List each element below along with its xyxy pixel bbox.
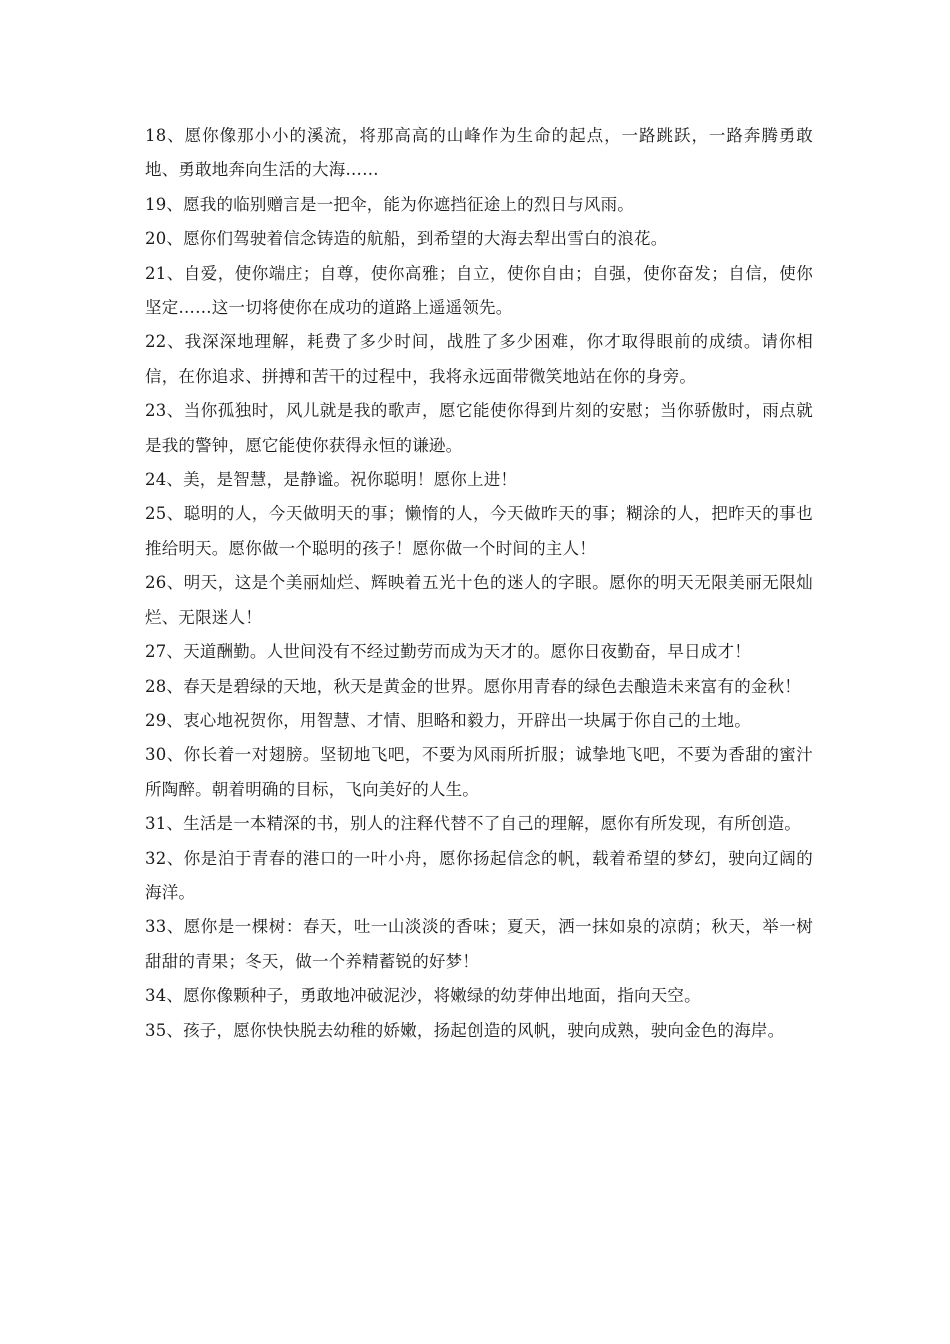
document-body	[145, 119, 813, 1048]
list-item: 33、愿你是一棵树：春天，吐一山淡淡的香味；夏天，洒一抹如泉的凉荫；秋天，举一树甜甜的青果；冬天，做一个养精蓄锐的好梦！	[145, 917, 813, 971]
list-item: 24、美，是智慧，是静谧。祝你聪明！愿你上进！	[145, 470, 518, 490]
list-item: 18、愿你像那小小的溪流，将那高高的山峰作为生命的起点，一路跳跃，一路奔腾勇敢地、勇敢地奔向生活的大海……	[145, 126, 813, 180]
list-item: 35、孩子，愿你快快脱去幼稚的娇嫩，扬起创造的风帆，驶向成熟，驶向金色的海岸。	[145, 1020, 785, 1040]
list-item: 21、自爱，使你端庄；自尊，使你高雅；自立，使你自由；自强，使你奋发；自信，使你坚定……这一切将使你在成功的道路上遥遥领先。	[145, 263, 813, 318]
list-item: 32、你是泊于青春的港口的一叶小舟，愿你扬起信念的帆，载着希望的梦幻，驶向辽阔的海洋。	[145, 848, 813, 902]
list-item: 19、愿我的临别赠言是一把伞，能为你遮挡征途上的烈日与风雨。	[145, 194, 634, 214]
list-item: 34、愿你像颗种子，勇敢地冲破泥沙，将嫩绿的幼芽伸出地面，指向天空。	[145, 986, 701, 1006]
list-item: 20、愿你们驾驶着信念铸造的航船，到希望的大海去犁出雪白的浪花。	[145, 229, 668, 249]
list-item: 22、我深深地理解，耗费了多少时间，战胜了多少困难，你才取得眼前的成绩。请你相信，在你追求、拼搏和苦干的过程中，我将永远面带微笑地站在你的身旁。	[145, 332, 813, 386]
list-item: 27、天道酬勤。人世间没有不经过勤劳而成为天才的。愿你日夜勤奋，早日成才！	[145, 642, 751, 662]
list-item: 26、明天，这是个美丽灿烂、辉映着五光十色的迷人的字眼。愿你的明天无限美丽无限灿烂、无限迷人！	[145, 573, 813, 627]
list-item: 29、衷心地祝贺你，用智慧、才情、胆略和毅力，开辟出一块属于你自己的土地。	[145, 710, 751, 730]
list-item: 23、当你孤独时，风儿就是我的歌声，愿它能使你得到片刻的安慰；当你骄傲时，雨点就是我的警钟，愿它能使你获得永恒的谦逊。	[145, 401, 813, 455]
list-item: 25、聪明的人，今天做明天的事；懒惰的人，今天做昨天的事；糊涂的人，把昨天的事也推给明天。愿你做一个聪明的孩子！愿你做一个时间的主人！	[145, 504, 813, 558]
list-item: 30、你长着一对翅膀。坚韧地飞吧，不要为风雨所折服；诚挚地飞吧，不要为香甜的蜜汁所陶醉。朝着明确的目标，飞向美好的人生。	[145, 745, 813, 799]
list-item: 31、生活是一本精深的书，别人的注释代替不了自己的理解，愿你有所发现，有所创造。	[145, 814, 801, 834]
list-item: 28、春天是碧绿的天地，秋天是黄金的世界。愿你用青春的绿色去酿造未来富有的金秋！	[145, 676, 801, 696]
